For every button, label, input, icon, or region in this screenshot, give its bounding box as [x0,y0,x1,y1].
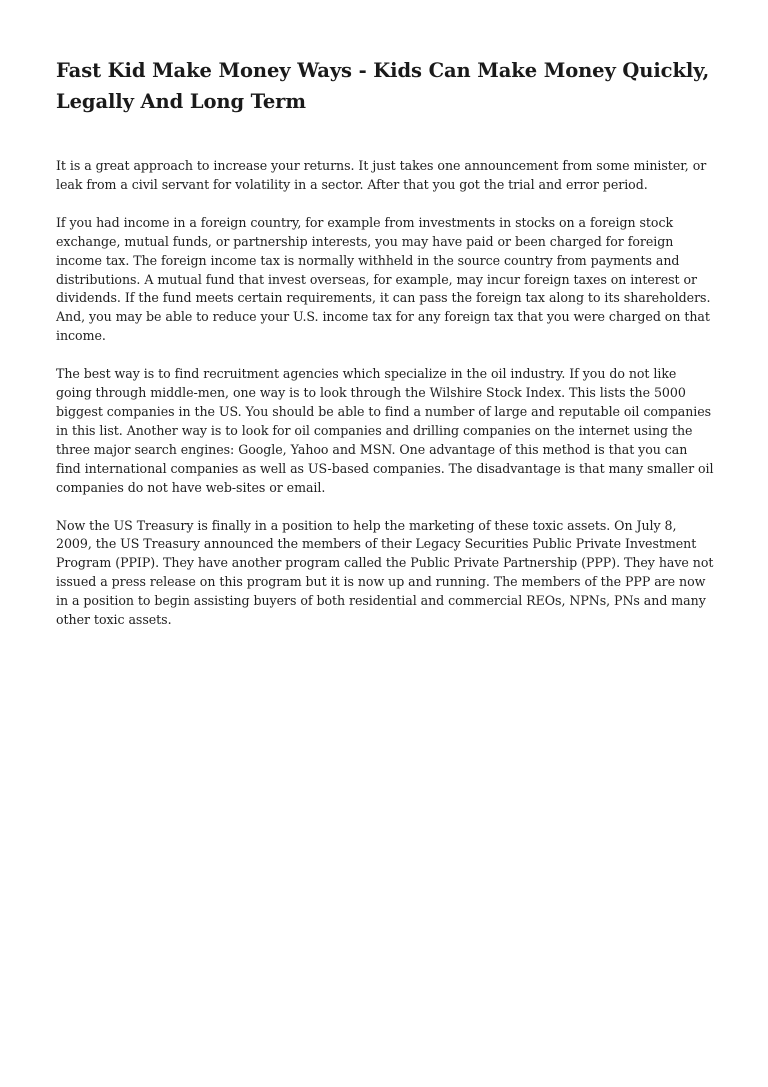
document-title: Fast Kid Make Money Ways - Kids Can Make Money Quickly, Legally And Long Term [56,59,710,113]
paragraph-2: If you had income in a foreign country, for example from investments in stocks on a foreign stock exchange, mutual funds, or partnership interests, you may have paid or been charged for foreign income tax. The foreign income tax is normally withheld in the source country from payments and distributions. A mutual fund that invest overseas, for example, may incur foreign taxes on interest or dividends. If the fund meets certain requirements, it can pass the foreign tax along to its shareholders. And, you may be able to reduce your U.S. income tax for any foreign tax that you were charged on that income. [56,214,711,344]
paragraph-3: The best way is to find recruitment agencies which specialize in the oil industry. If you do not like going through middle-men, one way is to look through the Wilshire Stock Index. This lists the 5000 biggest companies in the US. You should be able to find a number of large and reputable oil companies in this list. Another way is to look for oil companies and drilling companies on the internet using the three major search engines: Google, Yahoo and MSN. One advantage of this method is that you can find international companies as well as US-based companies. The disadvantage is that many smaller oil companies do not have web-sites or email. [56,366,714,495]
document-body [56,157,715,630]
paragraph-4: Now the US Treasury is finally in a position to help the marketing of these toxic assets. On July 8, 2009, the US Treasury announced the members of their Legacy Securities Public Private Investment Program (PPIP). They have another program called the Public Private Partnership (PPP). They have not issued a press release on this program but it is now up and running. The members of the PPP are now in a position to begin assisting buyers of both residential and commercial REOs, NPNs, PNs and many other toxic assets. [56,517,714,628]
paragraph-1: It is a great approach to increase your returns. It just takes one announcement from some minister, or leak from a civil servant for volatility in a sector. After that you got the trial and error period. [56,158,707,192]
